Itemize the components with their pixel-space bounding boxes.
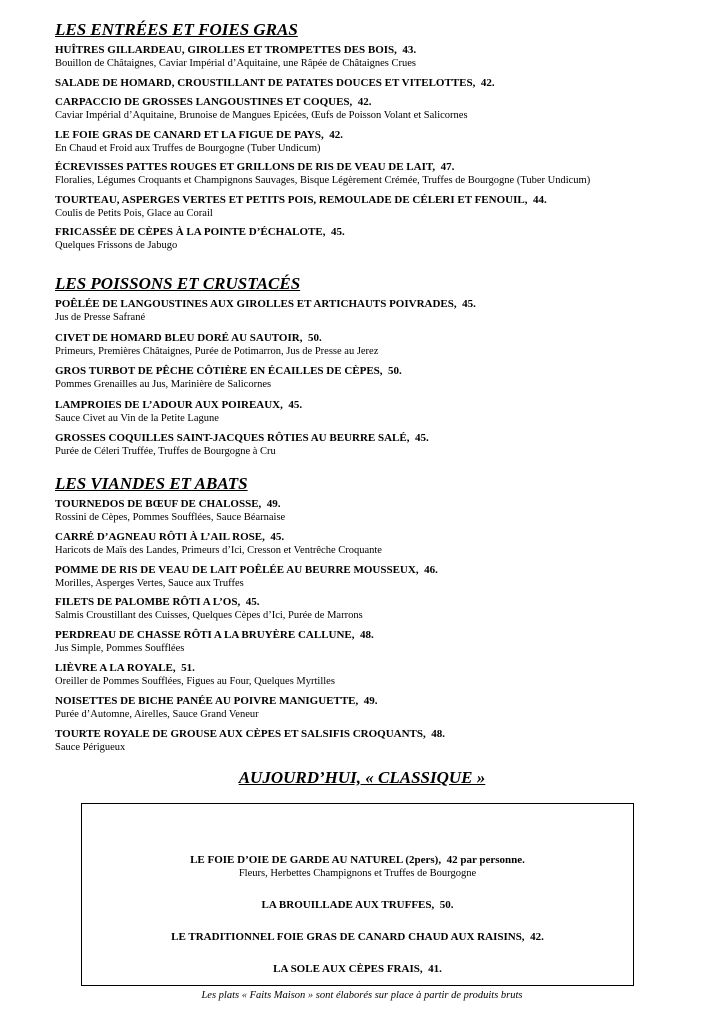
dish-name: HUÎTRES GILLARDEAU, GIROLLES ET TROMPETTES DES BOIS, <box>55 44 397 56</box>
menu-item-title <box>55 662 715 675</box>
section-viandes <box>55 474 715 760</box>
menu-item-title <box>55 695 715 708</box>
section-title: LES POISSONS ET CRUSTACÉS <box>55 274 301 293</box>
dish-description: Haricots de Maïs des Landes, Primeurs d’Ici, Cresson et Ventrêche Croquante <box>55 544 382 556</box>
menu-item-title <box>55 96 715 109</box>
menu-item-title <box>55 161 715 174</box>
dish-name: LA SOLE AUX CÈPES FRAIS, <box>273 963 423 975</box>
dish-price: 44. <box>532 193 547 206</box>
dish-name: LA BROUILLADE AUX TRUFFES, <box>261 899 435 911</box>
dish-description: Salmis Croustillant des Cuisses, Quelques Cèpes d’Ici, Purée de Marrons <box>55 610 363 622</box>
dish-description: Pommes Grenailles au Jus, Marinière de Salicornes <box>55 379 272 390</box>
dish-price: 51. <box>181 661 195 674</box>
dish-price: 45. <box>330 226 345 238</box>
dish-name: GROSSES COQUILLES SAINT-JACQUES RÔTIES AU BEURRE SALÉ, <box>55 432 410 444</box>
classique-item-title <box>82 963 633 976</box>
dish-price: 48. <box>360 629 374 642</box>
menu-item <box>55 432 715 458</box>
dish-name: LE TRADITIONNEL FOIE GRAS DE CANARD CHAUD AUX RAISINS, <box>171 931 525 943</box>
menu-item <box>55 77 715 90</box>
menu-item <box>55 662 715 688</box>
dish-description: Jus Simple, Pommes Soufflées <box>55 643 185 655</box>
menu-item <box>55 129 715 155</box>
dish-name: TOURNEDOS DE BŒUF DE CHALOSSE, <box>55 498 262 510</box>
menu-item-title <box>55 498 715 511</box>
menu-item <box>55 332 715 358</box>
menu-item <box>55 564 715 590</box>
dish-name: LIÈVRE A LA ROYALE, <box>55 661 176 674</box>
menu-item-title <box>55 365 715 378</box>
classique-item <box>82 854 633 880</box>
menu-item <box>55 226 715 252</box>
menu-item <box>55 298 715 324</box>
dish-description: Purée d’Automne, Airelles, Sauce Grand Veneur <box>55 708 259 720</box>
menu-item-title <box>55 432 715 445</box>
menu-item-title <box>55 226 715 239</box>
dish-price: 49. <box>363 694 378 707</box>
dish-name: LE FOIE GRAS DE CANARD ET LA FIGUE DE PAYS, <box>55 128 324 141</box>
dish-name: LAMPROIES DE L’ADOUR AUX POIREAUX, <box>55 398 283 411</box>
section-entrees <box>55 20 715 259</box>
menu-item-title <box>55 629 715 642</box>
dish-price: 45. <box>414 432 429 444</box>
menu-item-title <box>55 194 715 207</box>
dish-price: 47. <box>440 161 455 173</box>
dish-price: 42. <box>480 76 495 89</box>
dish-price: 42. <box>357 96 372 108</box>
section-title: LES ENTRÉES ET FOIES GRAS <box>55 20 298 39</box>
dish-description: Bouillon de Châtaignes, Caviar Impérial d’Aquitaine, une Râpée de Châtaignes Crues <box>55 58 416 69</box>
dish-description: Oreiller de Pommes Soufflées, Figues au Four, Quelques Myrtilles <box>55 675 335 687</box>
menu-item-title <box>55 77 715 90</box>
menu-item-title <box>55 564 715 577</box>
dish-description: Purée de Céleri Truffée, Truffes de Bourgogne à Cru <box>55 446 276 457</box>
menu-item <box>55 695 715 721</box>
menu-item-title <box>55 332 715 345</box>
item-list <box>55 298 715 458</box>
dish-price: 45. <box>245 596 260 609</box>
dish-description: Rossini de Cèpes, Pommes Soufflées, Sauce Béarnaise <box>55 512 286 523</box>
classique-box <box>81 803 634 986</box>
dish-name: ÉCREVISSES PATTES ROUGES ET GRILLONS DE RIS DE VEAU DE LAIT, <box>55 161 436 173</box>
menu-item-title <box>55 399 715 412</box>
menu-item <box>55 531 715 557</box>
menu-item <box>55 728 715 754</box>
item-list <box>55 498 715 754</box>
classique-item <box>82 899 633 912</box>
section-poissons <box>55 274 715 466</box>
menu-item-title <box>55 728 715 741</box>
dish-price: 42 par personne. <box>446 854 525 866</box>
menu-item <box>55 629 715 655</box>
dish-name: FILETS DE PALOMBE RÔTI A L’OS, <box>55 596 241 609</box>
item-list <box>55 44 715 252</box>
dish-name: GROS TURBOT DE PÊCHE CÔTIÈRE EN ÉCAILLES DE CÈPES, <box>55 365 383 377</box>
menu-item <box>55 44 715 70</box>
dish-price: 42. <box>530 931 544 943</box>
dish-description: Caviar Impérial d’Aquitaine, Brunoise de Mangues Epicées, Œufs de Poisson Volant et Salicornes <box>55 110 468 121</box>
menu-item <box>55 194 715 220</box>
dish-name: FRICASSÉE DE CÈPES À LA POINTE D’ÉCHALOTE, <box>55 226 326 238</box>
menu-item <box>55 498 715 524</box>
classique-title: AUJOURD’HUI, « CLASSIQUE » <box>238 768 486 787</box>
dish-price: 45. <box>462 298 476 310</box>
menu-item-title <box>55 129 715 142</box>
classique-item <box>82 931 633 944</box>
menu-item-title <box>55 298 715 311</box>
dish-price: 43. <box>402 44 417 56</box>
menu-item <box>55 596 715 622</box>
dish-name: SALADE DE HOMARD, CROUSTILLANT DE PATATES DOUCES ET VITELOTTES, <box>55 76 476 89</box>
classique-item-title <box>82 854 633 867</box>
dish-name: TOURTEAU, ASPERGES VERTES ET PETITS POIS, REMOULADE DE CÉLERI ET FENOUIL, <box>55 193 528 206</box>
classique-item-title <box>82 931 633 944</box>
dish-description: En Chaud et Froid aux Truffes de Bourgogne (Tuber Undicum) <box>55 142 321 154</box>
dish-name: PERDREAU DE CHASSE RÔTI A LA BRUYÈRE CALLUNE, <box>55 629 355 642</box>
dish-description: Coulis de Petits Pois, Glace au Corail <box>55 207 213 219</box>
dish-name: POÊLÉE DE LANGOUSTINES AUX GIROLLES ET ARTICHAUTS POIVRADES, <box>55 298 457 310</box>
dish-description: Sauce Périgueux <box>55 741 126 753</box>
dish-name: LE FOIE D’OIE DE GARDE AU NATUREL (2pers), <box>190 854 442 866</box>
dish-price: 50. <box>307 331 322 344</box>
menu-item-title <box>55 44 715 57</box>
menu-item <box>55 161 715 187</box>
dish-price: 42. <box>329 128 343 141</box>
classique-item-title <box>82 899 633 912</box>
dish-price: 49. <box>266 498 281 510</box>
dish-name: CIVET DE HOMARD BLEU DORÉ AU SAUTOIR, <box>55 331 303 344</box>
dish-description: Primeurs, Premières Châtaignes, Purée de Potimarron, Jus de Presse au Jerez <box>55 345 379 357</box>
dish-price: 50. <box>439 899 454 911</box>
dish-description: Morilles, Asperges Vertes, Sauce aux Truffes <box>55 577 244 589</box>
dish-price: 41. <box>428 963 442 975</box>
dish-price: 48. <box>431 727 446 740</box>
dish-name: CARPACCIO DE GROSSES LANGOUSTINES ET COQUES, <box>55 96 353 108</box>
dish-description: Fleurs, Herbettes Champignons et Truffes de Bourgogne <box>238 868 477 879</box>
dish-name: POMME DE RIS DE VEAU DE LAIT POÊLÉE AU BEURRE MOUSSEUX, <box>55 563 419 576</box>
dish-description: Sauce Civet au Vin de la Petite Lagune <box>55 412 219 424</box>
dish-price: 46. <box>424 563 438 576</box>
menu-item <box>55 365 715 391</box>
menu-item-title <box>55 531 715 544</box>
menu-item <box>55 399 715 425</box>
dish-description: Quelques Frissons de Jabugo <box>55 240 178 251</box>
menu-item-title <box>55 596 715 609</box>
dish-description: Jus de Presse Safrané <box>55 312 146 323</box>
dish-price: 45. <box>270 530 285 543</box>
dish-price: 50. <box>388 365 402 377</box>
footer-note: Les plats « Faits Maison » sont élaborés sur place à partir de produits bruts <box>201 990 523 1001</box>
classique-list <box>82 854 633 995</box>
dish-price: 45. <box>288 398 303 411</box>
section-title: LES VIANDES ET ABATS <box>55 474 248 493</box>
classique-item <box>82 963 633 976</box>
dish-description: Floralies, Légumes Croquants et Champignons Sauvages, Bisque Légèrement Crémée, Truffes de Bourgogne (Tuber Undicum) <box>55 175 591 186</box>
menu-item <box>55 96 715 122</box>
dish-name: NOISETTES DE BICHE PANÉE AU POIVRE MANIGUETTE, <box>55 694 359 707</box>
dish-name: TOURTE ROYALE DE GROUSE AUX CÈPES ET SALSIFIS CROQUANTS, <box>55 727 426 740</box>
dish-name: CARRÉ D’AGNEAU RÔTI À L’AIL ROSE, <box>55 530 265 543</box>
